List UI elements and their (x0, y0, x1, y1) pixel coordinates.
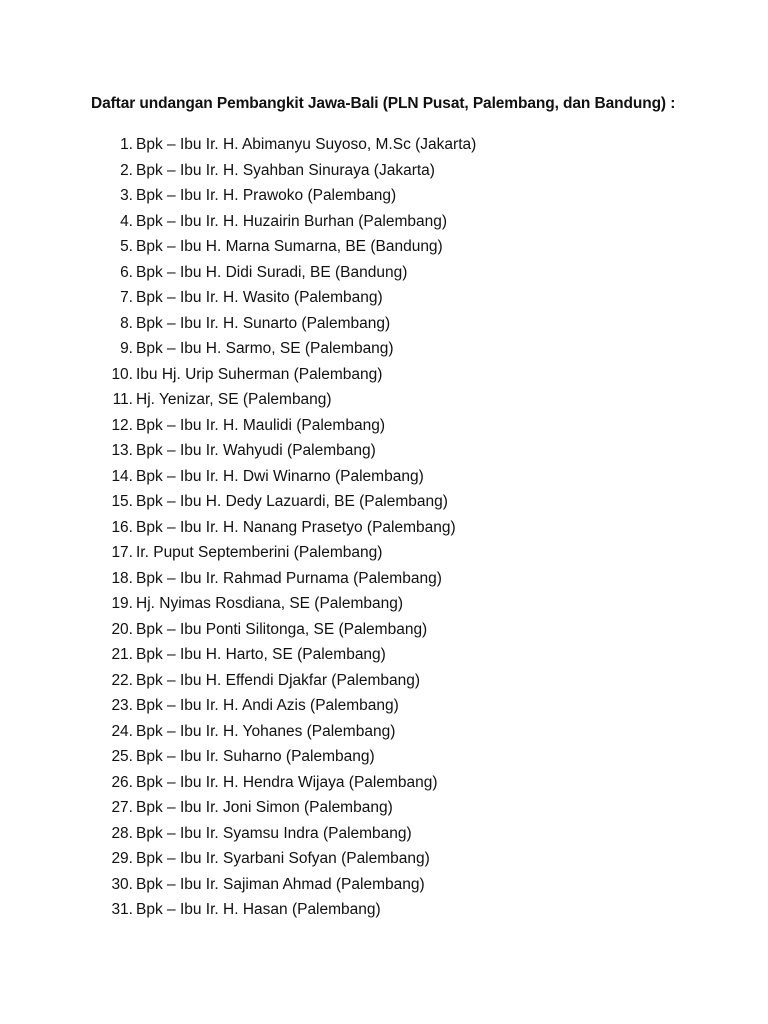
list-item-text: Bpk – Ibu Ir. H. Huzairin Burhan (Palembang) (136, 212, 448, 230)
list-item-number: 28. (111, 824, 133, 842)
list-item-number: 8. (120, 314, 133, 332)
list-item-text: Bpk – Ibu Ponti Silitonga, SE (Palembang) (136, 620, 428, 638)
list-item-number: 12. (111, 416, 133, 434)
list-item-text: Bpk – Ibu H. Didi Suradi, BE (Bandung) (136, 263, 408, 281)
list-item-number: 29. (111, 850, 133, 867)
list-item-number: 31. (111, 901, 133, 918)
list-item-number: 22. (111, 671, 133, 689)
list-item-text: Bpk – Ibu Ir. Syamsu Indra (Palembang) (136, 824, 412, 842)
list-item-text: Bpk – Ibu Ir. H. Syahban Sinuraya (Jakarta) (136, 161, 435, 179)
list-item-text: Bpk – Ibu Ir. H. Prawoko (Palembang) (136, 187, 397, 204)
list-item-number: 27. (111, 799, 133, 816)
list-item-text: Bpk – Ibu Ir. H. Nanang Prasetyo (Palembang) (136, 518, 456, 536)
list-item-text: Bpk – Ibu Ir. H. Hasan (Palembang) (136, 901, 381, 918)
list-item-number: 4. (120, 212, 133, 230)
list-item-number: 7. (120, 289, 133, 306)
list-item-number: 16. (111, 518, 133, 536)
list-item-number: 5. (120, 238, 133, 255)
list-item-number: 14. (111, 467, 133, 485)
list-item-number: 13. (111, 442, 133, 459)
list-item-text: Bpk – Ibu Ir. Syarbani Sofyan (Palembang) (136, 850, 430, 867)
list-item-text: Bpk – Ibu Ir. Wahyudi (Palembang) (136, 442, 376, 459)
list-item-text: Ir. Puput Septemberini (Palembang) (136, 544, 383, 561)
list-item-number: 17. (111, 544, 133, 561)
list-item-text: Bpk – Ibu Ir. H. Wasito (Palembang) (136, 289, 383, 306)
list-item-text: Bpk – Ibu H. Effendi Djakfar (Palembang) (136, 671, 421, 689)
list-item-text: Hj. Yenizar, SE (Palembang) (136, 391, 332, 408)
list-item-number: 23. (111, 697, 133, 714)
list-item-text: Bpk – Ibu H. Dedy Lazuardi, BE (Palembang) (136, 493, 448, 510)
list-item-number: 15. (111, 493, 133, 510)
list-item-number: 1. (120, 136, 133, 153)
list-item-text: Hj. Nyimas Rosdiana, SE (Palembang) (136, 595, 404, 612)
list-item-number: 3. (120, 187, 133, 204)
list-item-number: 30. (111, 875, 133, 893)
list-item-text: Bpk – Ibu Ir. H. Hendra Wijaya (Palembang) (136, 773, 438, 791)
list-item-text: Bpk – Ibu Ir. H. Yohanes (Palembang) (136, 722, 396, 740)
list-item-text: Ibu Hj. Urip Suherman (Palembang) (136, 365, 383, 383)
list-item-number: 18. (111, 569, 133, 587)
list-item-number: 20. (111, 620, 133, 638)
list-item-number: 9. (120, 340, 133, 357)
document-heading: Daftar undangan Pembangkit Jawa-Bali (PLN Pusat, Palembang, dan Bandung) : (91, 95, 676, 112)
list-item-number: 26. (111, 773, 133, 791)
list-item-text: Bpk – Ibu H. Harto, SE (Palembang) (136, 646, 386, 663)
list-item-number: 6. (120, 263, 133, 281)
list-item-number: 25. (111, 748, 133, 765)
list-item-text: Bpk – Ibu Ir. H. Maulidi (Palembang) (136, 416, 385, 434)
list-item-number: 21. (111, 646, 133, 663)
list-item-text: Bpk – Ibu Ir. Suharno (Palembang) (136, 748, 375, 765)
list-item-text: Bpk – Ibu Ir. Rahmad Purnama (Palembang) (136, 569, 442, 587)
list-item-text: Bpk – Ibu Ir. H. Dwi Winarno (Palembang) (136, 467, 424, 485)
list-item-number: 19. (111, 595, 133, 612)
list-item-text: Bpk – Ibu Ir. H. Abimanyu Suyoso, M.Sc (Jakarta) (136, 136, 477, 153)
list-item-text: Bpk – Ibu Ir. Joni Simon (Palembang) (136, 799, 393, 816)
list-item-number: 24. (111, 722, 133, 740)
list-item-text: Bpk – Ibu Ir. H. Andi Azis (Palembang) (136, 697, 399, 714)
list-item-text: Bpk – Ibu H. Sarmo, SE (Palembang) (136, 340, 394, 357)
list-item-text: Bpk – Ibu Ir. Sajiman Ahmad (Palembang) (136, 875, 425, 893)
list-item-number: 11. (112, 391, 133, 408)
list-item-text: Bpk – Ibu H. Marna Sumarna, BE (Bandung) (136, 238, 443, 255)
list-item-number: 2. (120, 161, 133, 179)
list-item-text: Bpk – Ibu Ir. H. Sunarto (Palembang) (136, 314, 391, 332)
list-item-number: 10. (111, 365, 133, 383)
